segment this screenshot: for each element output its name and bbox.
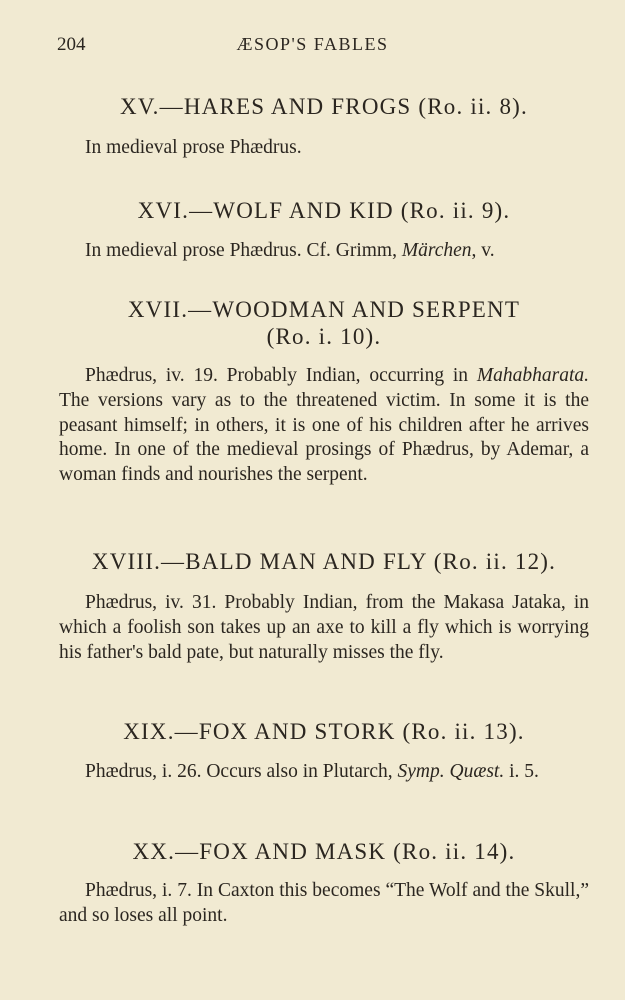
note-text: i. 5.	[504, 761, 539, 782]
fable-note-xvii	[59, 364, 589, 488]
note-italic-title: Mahabharata.	[476, 365, 589, 386]
fable-note-xx: Phædrus, i. 7. In Caxton this becomes “The Wolf and the Skull,” and so loses all point.	[59, 880, 589, 926]
note-text: , v.	[471, 240, 495, 261]
note-text: Phædrus, i. 26. Occurs also in Plutarch,	[85, 761, 398, 782]
fable-heading-xx: XX.—FOX AND MASK (Ro. ii. 14).	[132, 839, 516, 864]
note-text: In medieval prose Phædrus. Cf. Grimm,	[85, 240, 402, 261]
note-text: Phædrus, iv. 19. Probably Indian, occurring in	[85, 365, 477, 386]
fable-note-xviii: Phædrus, iv. 31. Probably Indian, from the Makasa Jataka, in which a foolish son takes up an axe to kill a fly which is worrying his father's bald pate, but naturally misses the fly.	[59, 592, 589, 663]
heading-line-2: (Ro. i. 10).	[266, 324, 382, 349]
page-number: 204	[57, 34, 86, 55]
note-text: The versions vary as to the threatened victim. In some it is the peasant himself; in others, it is one of his children after he arrives home. In one of the medieval prosings of Phædrus, by Ademar, a woman finds and nourishes the serpent.	[59, 389, 589, 486]
fable-heading-xviii: XVIII.—BALD MAN AND FLY (Ro. ii. 12).	[91, 549, 557, 574]
fable-note-xix	[59, 760, 589, 785]
fable-heading-xv: XV.—HARES AND FROGS (Ro. ii. 8).	[120, 94, 528, 119]
fable-note-xv: In medieval prose Phædrus.	[85, 137, 302, 158]
fable-heading-xvii	[60, 296, 588, 350]
heading-line-1: XVII.—WOODMAN AND SERPENT	[127, 297, 521, 322]
fable-note-xvi	[59, 239, 589, 264]
running-head	[0, 34, 625, 60]
note-italic-title: Märchen	[401, 240, 472, 261]
running-title: ÆSOP'S FABLES	[236, 34, 389, 54]
fable-heading-xix: XIX.—FOX AND STORK (Ro. ii. 13).	[123, 719, 525, 744]
note-italic-title: Symp. Quæst.	[397, 761, 505, 782]
fable-heading-xvi: XVI.—WOLF AND KID (Ro. ii. 9).	[137, 198, 511, 223]
